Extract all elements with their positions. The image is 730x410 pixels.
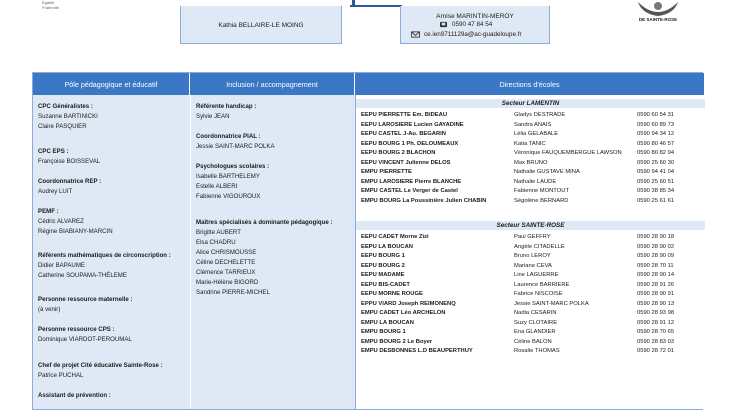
- school-name: EEPU BOURG 2: [361, 262, 405, 269]
- column-inclusion: [190, 95, 355, 409]
- inclusion-role-title: Maîtres spécialisés à dominante pédagogique :: [196, 219, 333, 226]
- school-name: EEPU BIS-CADET: [361, 281, 410, 288]
- school-row: [356, 290, 705, 300]
- school-phone: 0590 25 60 30: [637, 159, 675, 166]
- pole-person: Audrey LUIT: [38, 188, 73, 195]
- inclusion-role-title: Coordonnatrice PIAL :: [196, 133, 261, 140]
- school-name: EEPU CADET Morne Zizi: [361, 234, 429, 240]
- director-name: Suzy CLOTAIRE: [514, 319, 558, 326]
- column-pole: [33, 95, 190, 409]
- school-name: EEPU BOURG 1: [361, 253, 405, 259]
- director-name: Gladys DESTRADE: [514, 112, 566, 118]
- school-name: EMPU PIERRETTE: [361, 169, 412, 175]
- director-name: Nathalie GUSTAVE MINA: [514, 169, 580, 175]
- director-name: Jessie SAINT-MARC POLKA: [514, 300, 589, 307]
- director-name: Paul GEFFRY: [514, 234, 551, 240]
- school-row: [356, 140, 705, 150]
- school-name: EMPU BOURG 2 Le Boyer: [361, 338, 433, 345]
- school-phone: 0590 94 41 04: [637, 169, 675, 175]
- school-phone: 0590 28 90 09: [637, 253, 675, 259]
- contact-email-row: [411, 31, 522, 38]
- director-name: Katia TANIC: [514, 140, 546, 147]
- school-phone: 0590 28 90 18: [637, 234, 675, 240]
- school-name: EPPU VIARD Joseph REIMONENQ: [361, 300, 456, 307]
- sector-title: Secteur LAMENTIN: [356, 99, 705, 108]
- sector-title: Secteur SAINTE-ROSE: [356, 221, 705, 230]
- school-phone: 0590 28 93 98: [637, 310, 675, 316]
- box-contact: [400, 6, 550, 44]
- school-row: [356, 233, 705, 243]
- pole-person: Dominique VIARDOT-PEROUMAL: [38, 336, 132, 343]
- school-row: [356, 271, 705, 281]
- school-phone: 0590 28 70 65: [637, 329, 675, 335]
- school-phone: 0590 60 89 73: [637, 121, 675, 128]
- director-name: Nadia CESARIN: [514, 310, 557, 316]
- director-name: Bruno LEROY: [514, 253, 551, 259]
- phone-icon: [439, 21, 448, 28]
- school-row: [356, 328, 705, 338]
- school-phone: 0590 28 91 12: [637, 319, 675, 326]
- school-phone: 0590 28 90 13: [637, 300, 675, 307]
- pole-person: Patrice PUCHAL: [38, 372, 84, 379]
- school-name: EMPU BOURG 1: [361, 329, 406, 335]
- director-name: Lélia GELABALE: [514, 131, 559, 137]
- school-name: EMPU CASTEL Le Verger de Castel: [361, 188, 458, 194]
- inclusion-person: Alice CHRISMOUSSE: [196, 249, 257, 256]
- pole-role-title: Référents mathématiques de circonscription :: [38, 252, 171, 259]
- school-name: EMPU CADET Léo ARCHELON: [361, 310, 446, 316]
- director-name: Angèle CITADELLE: [514, 243, 565, 250]
- school-row: [356, 168, 705, 178]
- school-phone: 0590 80 82 94: [637, 150, 675, 156]
- contact-phone-row: [439, 21, 492, 28]
- box-secretary: [180, 6, 342, 44]
- director-name: Max BRUNO: [514, 159, 548, 166]
- school-row: [356, 300, 705, 310]
- director-name: Ena GLANDIER: [514, 329, 556, 335]
- contact-name: Arnise MARINTIN-MEROY: [436, 13, 514, 20]
- school-row: [356, 178, 705, 188]
- pole-person: (à venir): [38, 306, 61, 313]
- director-name: Mariane CEVA: [514, 262, 552, 269]
- school-phone: 0590 94 34 12: [637, 131, 675, 137]
- school-name: EEPU MADAME: [361, 272, 405, 278]
- school-phone: 0590 38 85 34: [637, 188, 675, 194]
- contact-phone: 0590 47 84 54: [452, 21, 493, 28]
- inclusion-role-title: Psychologues scolaires :: [196, 163, 270, 170]
- school-row: [356, 197, 705, 207]
- header-pole: Pôle pédagogique et éducatif: [33, 73, 190, 95]
- school-phone: 0590 25 61 61: [637, 197, 675, 204]
- school-name: EEPU BOURG 2 BLACHON: [361, 150, 436, 156]
- pole-person: Didier BAPAUME: [38, 262, 85, 269]
- pole-block: [38, 102, 98, 132]
- school-phone: 0590 28 83 03: [637, 338, 675, 345]
- pole-role-title: Coordonnatrice REP :: [38, 178, 102, 185]
- school-row: [356, 130, 705, 140]
- inclusion-person: Sandrine PIERRE-MICHEL: [196, 289, 270, 296]
- logo-right-text: DE SAINTE-ROSE: [638, 17, 678, 22]
- pole-role-title: Personne ressource maternelle :: [38, 296, 133, 303]
- school-row: [356, 262, 705, 272]
- school-name: EEPU VINCENT Julienne DELOS: [361, 159, 451, 166]
- school-row: [356, 121, 705, 131]
- pole-block: [38, 325, 132, 345]
- school-phone: 0590 25 60 51: [637, 178, 675, 185]
- inclusion-person: Fabienne VIGOUROUX: [196, 193, 261, 200]
- director-name: Fabienne MONTOUT: [514, 188, 569, 194]
- pole-role-title: Assistant de prévention :: [38, 392, 111, 399]
- pole-block: [38, 207, 113, 237]
- director-name: Sandra ANAIS: [514, 121, 552, 128]
- logo-left: [42, 0, 82, 10]
- school-phone: 0590 28 72 01: [637, 348, 675, 354]
- inclusion-person: Isabelle BARTHELEMY: [196, 173, 260, 180]
- pole-person: Françoise BOISSEVAL: [38, 158, 101, 165]
- pole-person: Claire PASQUIER: [38, 123, 87, 130]
- pole-block: [38, 147, 100, 167]
- pole-person: Cédric ALVAREZ: [38, 218, 84, 225]
- pole-role-title: Personne ressource CPS :: [38, 326, 115, 333]
- header-inclusion: Inclusion / accompagnement: [190, 73, 355, 95]
- school-phone: 0590 80 46 57: [637, 140, 675, 147]
- pole-role-title: Chef de projet Cité éducative Sainte-Rose :: [38, 362, 163, 369]
- logo-right: [634, 0, 682, 24]
- school-row: [356, 111, 705, 121]
- school-phone: 0590 28 91 26: [637, 281, 675, 288]
- envelope-icon: [411, 31, 420, 38]
- director-name: Fabrice NISCOISE: [514, 291, 563, 297]
- school-phone: 0590 28 90 14: [637, 272, 675, 278]
- school-row: [356, 252, 705, 262]
- inclusion-block: [196, 132, 275, 152]
- inclusion-person: Céline DECHELETTE: [196, 259, 256, 266]
- secretary-name: Kathia BELLAIRE-LE MOING: [218, 22, 304, 29]
- director-name: Céline BALON: [514, 338, 552, 345]
- school-name: EEPU CASTEL J-Au. BEGARIN: [361, 131, 446, 137]
- pole-block: [38, 251, 171, 281]
- school-name: EEPU LA BOUCAN: [361, 243, 413, 250]
- pole-block: [38, 391, 111, 401]
- school-row: [356, 347, 705, 357]
- pole-role-title: PEMF :: [38, 208, 59, 215]
- pole-block: [38, 295, 133, 315]
- director-name: Line LAGUERRE: [514, 272, 559, 278]
- school-phone: 0590 28 70 11: [637, 262, 674, 269]
- pole-role-title: CPC Généralistes :: [38, 103, 93, 110]
- logo-left-line: Fraternité: [42, 5, 60, 10]
- school-name: EMPU BOURG La Poussinière Julien CHABIN: [361, 197, 487, 204]
- contact-email[interactable]: ce.ien9711129a@ac-guadeloupe.fr: [424, 31, 522, 38]
- school-row: [356, 281, 705, 291]
- pole-role-title: CPC EPS :: [38, 148, 69, 155]
- school-name: EMPU DESBONNES L.D BEAUPERTHUY: [361, 348, 473, 354]
- school-name: EMPU LAROSIERE Pierre BLANCHE: [361, 178, 462, 185]
- school-phone: 0590 28 90 02: [637, 243, 675, 250]
- pole-block: [38, 177, 101, 197]
- school-name: EEPU MORNE ROUGE: [361, 291, 423, 297]
- pole-person: Suzanne BARTINICKI: [38, 113, 98, 120]
- pole-person: Régine BIABIANY-MARCIN: [38, 228, 113, 235]
- inclusion-person: Sylvie JEAN: [196, 113, 230, 120]
- school-row: [356, 243, 705, 253]
- pole-block: [38, 361, 163, 381]
- logo-left-line: Égalité: [42, 0, 55, 5]
- director-name: Véronique FAUQUEMBERGUE LAWSON: [514, 150, 622, 156]
- school-row: [356, 187, 705, 197]
- inclusion-block: [196, 162, 269, 202]
- school-row: [356, 149, 705, 159]
- school-name: EMPU LA BOUCAN: [361, 319, 414, 326]
- school-row: [356, 319, 705, 329]
- inclusion-person: Jessie SAINT-MARC POLKA: [196, 143, 275, 150]
- director-name: Ségolène BERNARD: [514, 197, 569, 204]
- inclusion-block: [196, 102, 256, 122]
- director-name: Rosalie THOMAS: [514, 348, 560, 354]
- school-row: [356, 309, 705, 319]
- school-name: EEPU BOURG 1 Ph. DELOUMEAUX: [361, 140, 459, 147]
- school-name: EEPU LAROSIERE Lucien GAYADINE: [361, 121, 464, 128]
- school-phone: 0590 60 54 31: [637, 112, 675, 118]
- inclusion-role-title: Référente handicap :: [196, 103, 257, 110]
- inclusion-person: Estelle ALBERI: [196, 183, 238, 190]
- column-directions: [355, 95, 704, 409]
- director-name: Laurence BARRIERE: [514, 281, 570, 288]
- school-row: [356, 159, 705, 169]
- inclusion-block: [196, 218, 332, 298]
- inclusion-person: Elsa CHADRU: [196, 239, 236, 246]
- inclusion-person: Brigitte AUBERT: [196, 229, 241, 236]
- school-phone: 0590 28 90 91: [637, 291, 675, 297]
- school-name: EEPU PIERRETTE Em. BIDEAU: [361, 112, 448, 118]
- school-row: [356, 338, 705, 348]
- inclusion-person: Marie-Hélène BIGORD: [196, 279, 259, 286]
- pole-person: Catherine SOUPAMA-THÉLEME: [38, 272, 127, 279]
- org-table: [32, 72, 703, 410]
- inclusion-person: Clémence TARRIEUX: [196, 269, 256, 276]
- director-name: Nathalie LAUDE: [514, 178, 557, 185]
- header-directions: Directions d'écoles: [355, 73, 704, 95]
